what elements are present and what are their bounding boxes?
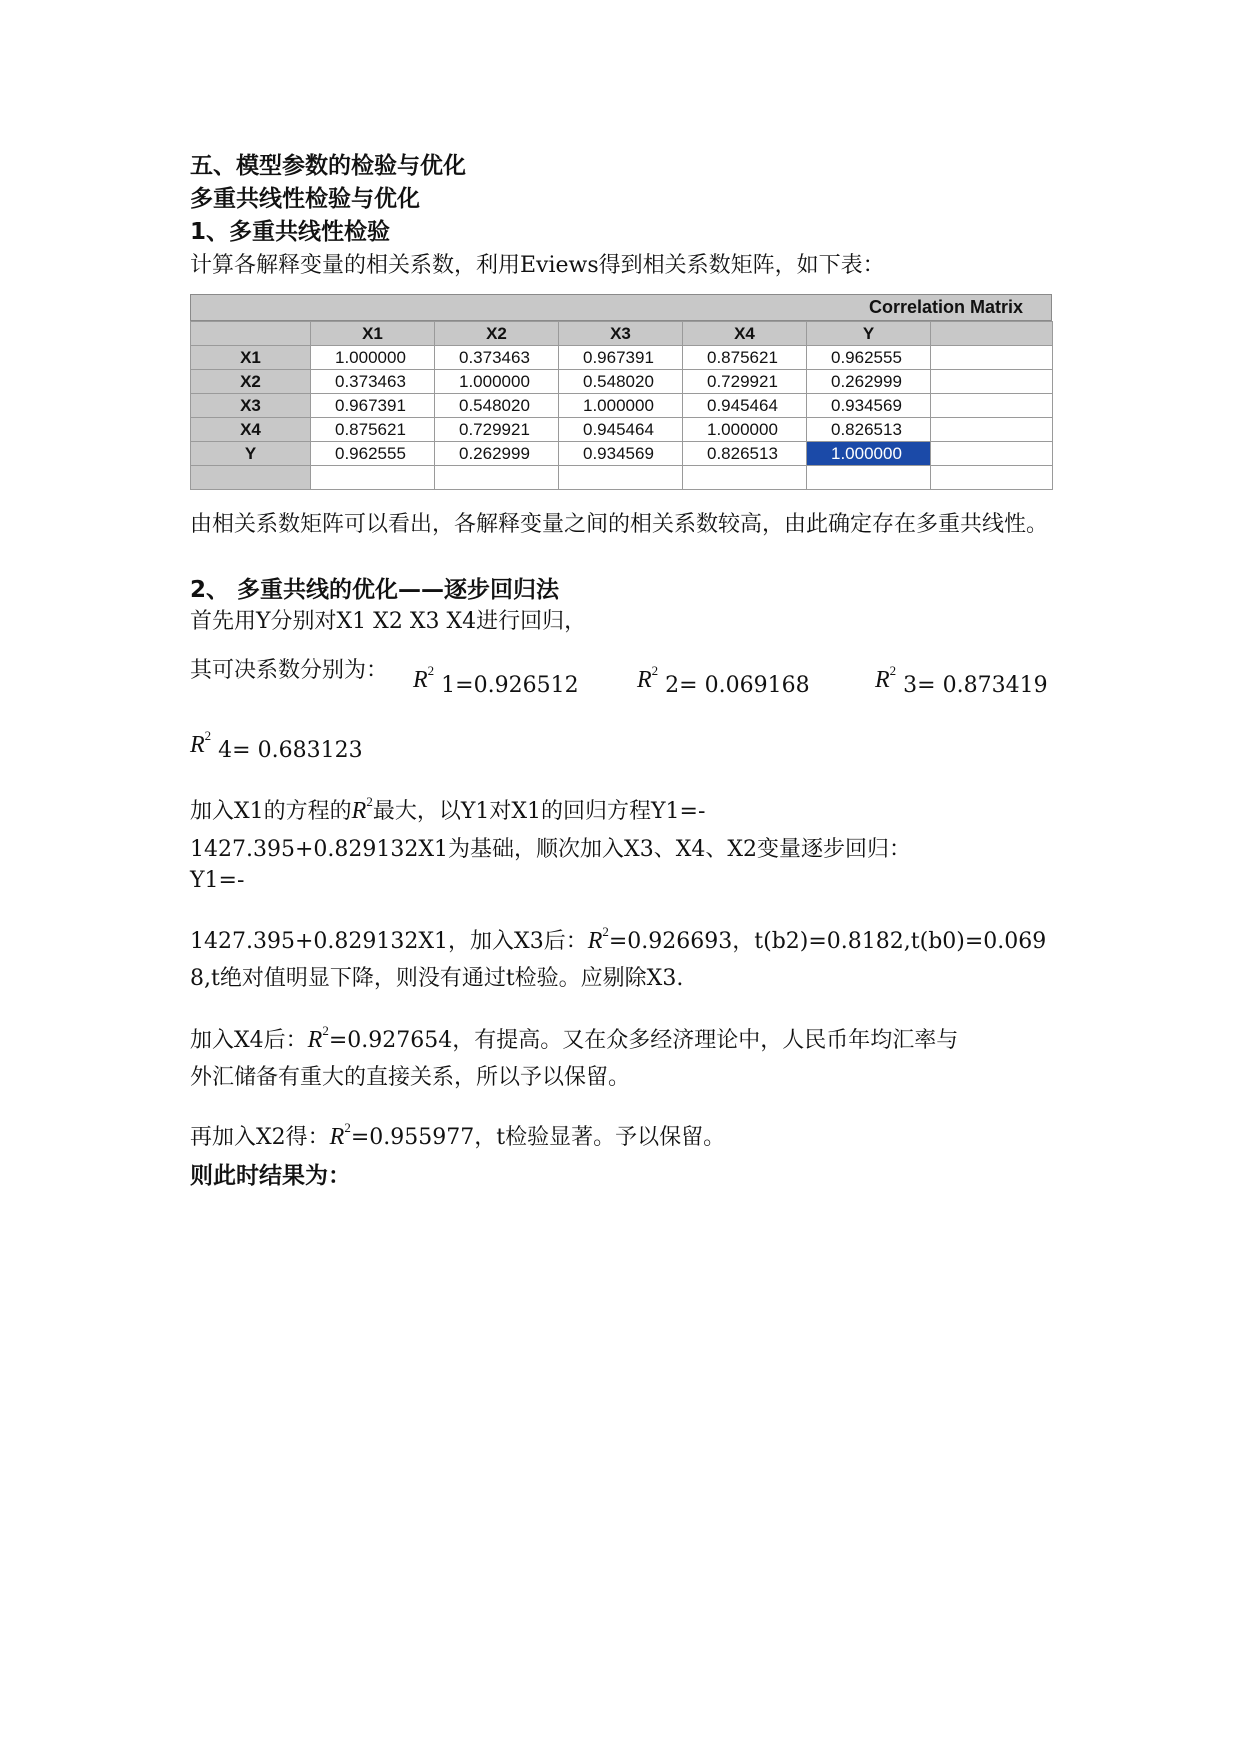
conclusion-paragraph: 由相关系数矩阵可以看出，各解释变量之间的相关系数较高，由此确定存在多重共线性。 (190, 512, 1049, 537)
matrix-cell-empty[interactable] (931, 418, 1053, 442)
matrix-row-empty (191, 466, 1053, 490)
r-squared-symbol: $R^2$ (587, 924, 609, 954)
matrix-row (191, 394, 1053, 418)
matrix-cell-empty[interactable] (931, 346, 1053, 370)
stepwise-paragraph-4: 再加入X2得：$R^2=0.955977$，t检验显著。予以保留。 (190, 1120, 726, 1150)
matrix-cell[interactable]: 1.000000 (683, 418, 807, 442)
matrix-cell[interactable]: 0.967391 (559, 346, 683, 370)
matrix-cell[interactable]: 0.945464 (559, 418, 683, 442)
r2-lead: 其可决系数分别为： (190, 658, 389, 683)
matrix-cell-empty[interactable] (931, 442, 1053, 466)
stepwise-paragraph-3-cont: 外汇储备有重大的直接关系，所以予以保留。 (190, 1065, 631, 1090)
stepwise-paragraph-1: 加入X1的方程的$R^2$最大，以Y1对X1的回归方程Y1=- (190, 794, 706, 824)
matrix-cell[interactable]: 0.262999 (807, 370, 931, 394)
r-squared-symbol: $R^2$ (329, 1120, 351, 1150)
matrix-row (191, 370, 1053, 394)
stepwise-paragraph-1-cont: 1427.395+0.829132X1为基础，顺次加入X3、X4、X2变量逐步回归： (190, 837, 912, 862)
row-header: X3 (191, 394, 311, 418)
correlation-matrix (190, 294, 1052, 498)
row-header: X2 (191, 370, 311, 394)
row-header-empty (191, 466, 311, 490)
column-header-empty (931, 322, 1053, 346)
r-squared-symbol: $R^2$ (307, 1023, 329, 1053)
matrix-cell-empty[interactable] (931, 394, 1053, 418)
matrix-cell[interactable]: 1.000000 (435, 370, 559, 394)
r-squared-symbol: $R^2$ (875, 663, 897, 693)
column-header: X4 (683, 322, 807, 346)
corner-cell (191, 322, 311, 346)
matrix-cell[interactable]: 0.875621 (683, 346, 807, 370)
matrix-cell[interactable]: 0.934569 (559, 442, 683, 466)
matrix-row (191, 418, 1053, 442)
matrix-title: Correlation Matrix (190, 294, 1052, 321)
regression-intro: 首先用Y分别对X1 X2 X3 X4进行回归， (190, 609, 587, 634)
matrix-cell[interactable]: 0.548020 (559, 370, 683, 394)
step-heading-2: 2、 多重共线的优化——逐步回归法 (190, 577, 560, 603)
matrix-cell[interactable]: 0.826513 (683, 442, 807, 466)
matrix-cell[interactable]: 0.262999 (435, 442, 559, 466)
r2-values-line (190, 655, 1070, 698)
matrix-cell[interactable]: 0.875621 (311, 418, 435, 442)
matrix-cell[interactable]: 0.945464 (683, 394, 807, 418)
matrix-row (191, 442, 1053, 466)
matrix-cell[interactable]: 1.000000 (311, 346, 435, 370)
matrix-cell-empty[interactable] (559, 466, 683, 490)
matrix-row (191, 346, 1053, 370)
stepwise-paragraph-2-cont: 8,t绝对值明显下降，则没有通过t检验。应剔除X3. (190, 966, 684, 991)
r2-item-4: $R^2$ 4= 0.683123 (190, 728, 363, 763)
row-header: X4 (191, 418, 311, 442)
section-heading: 五、模型参数的检验与优化 (190, 153, 466, 179)
r2-item-3: $R^2$ 3= 0.873419 (875, 663, 1048, 698)
matrix-header-row (191, 322, 1053, 346)
equation-line: Y1=- (190, 868, 245, 893)
matrix-cell[interactable]: 0.934569 (807, 394, 931, 418)
matrix-cell[interactable]: 0.373463 (311, 370, 435, 394)
matrix-cell-empty[interactable] (931, 466, 1053, 490)
final-heading: 则此时结果为： (190, 1163, 351, 1189)
r-squared-symbol: $R^2$ (351, 794, 373, 824)
matrix-cell-empty[interactable] (931, 370, 1053, 394)
r-squared-symbol: $R^2$ (413, 663, 435, 693)
matrix-cell[interactable]: 0.962555 (311, 442, 435, 466)
intro-paragraph: 计算各解释变量的相关系数，利用Eviews得到相关系数矩阵，如下表： (190, 253, 885, 278)
matrix-cell[interactable]: 0.967391 (311, 394, 435, 418)
matrix-cell-selected[interactable]: 1.000000 (807, 442, 931, 466)
column-header: X1 (311, 322, 435, 346)
r-squared-symbol: $R^2$ (190, 728, 212, 758)
matrix-cell-empty[interactable] (683, 466, 807, 490)
matrix-cell[interactable]: 0.826513 (807, 418, 931, 442)
row-header: X1 (191, 346, 311, 370)
column-header: Y (807, 322, 931, 346)
stepwise-paragraph-3: 加入X4后：$R^2=0.927654$，有提高。又在众多经济理论中，人民币年均汇率与 (190, 1023, 959, 1053)
stepwise-paragraph-2: 1427.395+0.829132X1，加入X3后：$R^2=0.926693$，t(b2)=0.8182,t(b0)=0.069 (190, 924, 1047, 954)
r2-item-1: $R^2$ 1=0.926512 (413, 663, 579, 698)
matrix-cell[interactable]: 1.000000 (559, 394, 683, 418)
matrix-cell[interactable]: 0.729921 (683, 370, 807, 394)
column-header: X3 (559, 322, 683, 346)
matrix-cell[interactable]: 0.548020 (435, 394, 559, 418)
subsection-heading: 多重共线性检验与优化 (190, 186, 420, 212)
matrix-cell-empty[interactable] (435, 466, 559, 490)
column-header: X2 (435, 322, 559, 346)
matrix-cell[interactable]: 0.729921 (435, 418, 559, 442)
matrix-table (190, 321, 1053, 490)
matrix-cell-empty[interactable] (311, 466, 435, 490)
step-heading-1: 1、多重共线性检验 (190, 219, 391, 245)
matrix-cell[interactable]: 0.373463 (435, 346, 559, 370)
matrix-cell-empty[interactable] (807, 466, 931, 490)
row-header: Y (191, 442, 311, 466)
r2-item-2: $R^2$ 2= 0.069168 (637, 663, 810, 698)
matrix-cell[interactable]: 0.962555 (807, 346, 931, 370)
r-squared-symbol: $R^2$ (637, 663, 659, 693)
